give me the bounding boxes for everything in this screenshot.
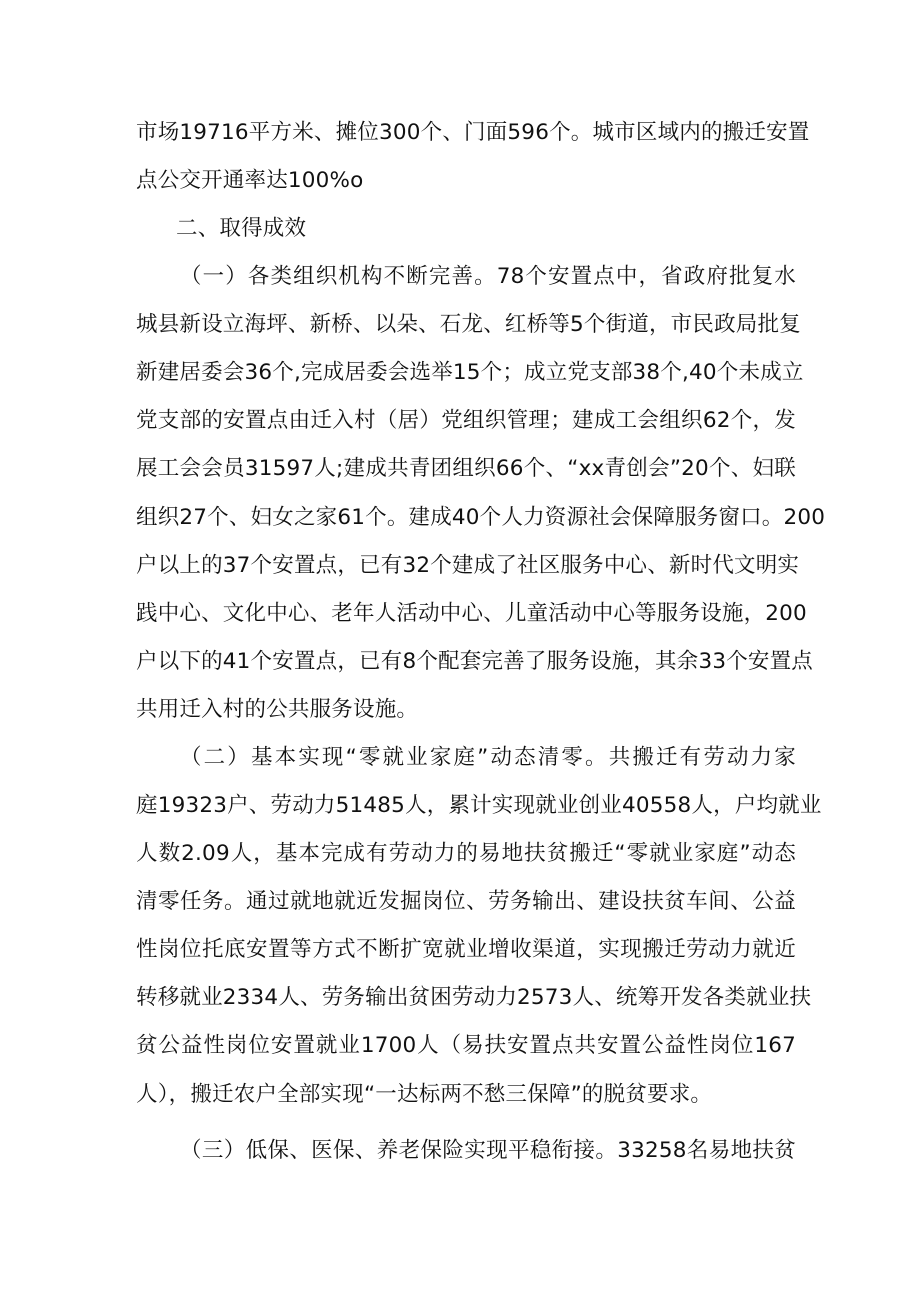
- paragraph-line: 市场19716平方米、摊位300个、门面596个。城市区域内的搬迁安置: [136, 120, 810, 145]
- paragraph-line: 城县新设立海坪、新桥、以朵、石龙、红桥等5个街道，市民政局批复: [136, 312, 801, 337]
- paragraph-line: （二）基本实现“零就业家庭”动态清零。共搬迁有劳动力家: [180, 745, 796, 770]
- paragraph-line: 新建居委会36个,完成居委会选举15个；成立党支部38个,40个未成立: [136, 360, 804, 385]
- paragraph-line: 转移就业2334人、劳务输出贫困劳动力2573人、统筹开发各类就业扶: [136, 985, 812, 1010]
- paragraph-line: 践中心、文化中心、老年人活动中心、儿童活动中心等服务设施，200: [136, 601, 807, 626]
- paragraph-line: 展工会会员31597人;建成共青团组织66个、“xx青创会”20个、妇联: [136, 456, 796, 481]
- paragraph-line: 党支部的安置点由迁入村（居）党组织管理；建成工会组织62个，发: [136, 408, 796, 433]
- paragraph-line: 贫公益性岗位安置就业1700人（易扶安置点共安置公益性岗位167: [136, 1033, 796, 1058]
- paragraph-line: 户以上的37个安置点，已有32个建成了社区服务中心、新时代文明实: [136, 553, 800, 578]
- paragraph-line: 人），搬迁农户全部实现“一达标两不愁三保障”的脱贫要求。: [136, 1082, 713, 1107]
- paragraph-line: 清零任务。通过就地就近发掘岗位、劳务输出、建设扶贫车间、公益: [136, 889, 796, 914]
- paragraph-line: 点公交开通率达100%o: [136, 168, 364, 193]
- paragraph-line: 人数2.09人，基本完成有劳动力的易地扶贫搬迁“零就业家庭”动态: [136, 841, 796, 866]
- paragraph-line: 组织27个、妇女之家61个。建成40个人力资源社会保障服务窗口。200: [136, 505, 826, 530]
- paragraph-line: 共用迁入村的公共服务设施。: [136, 697, 419, 722]
- section-heading: 二、取得成效: [176, 216, 307, 241]
- paragraph-line: 户以下的41个安置点，已有8个配套完善了服务设施，其余33个安置点: [136, 649, 813, 674]
- paragraph-line: 庭19323户、劳动力51485人，累计实现就业创业40558人，户均就业: [136, 793, 822, 818]
- paragraph-line: （三）低保、医保、养老保险实现平稳衔接。33258名易地扶贫: [180, 1138, 796, 1163]
- paragraph-line: 性岗位托底安置等方式不断扩宽就业增收渠道，实现搬迁劳动力就近: [136, 937, 796, 962]
- paragraph-line: （一）各类组织机构不断完善。78个安置点中，省政府批复水: [180, 264, 796, 289]
